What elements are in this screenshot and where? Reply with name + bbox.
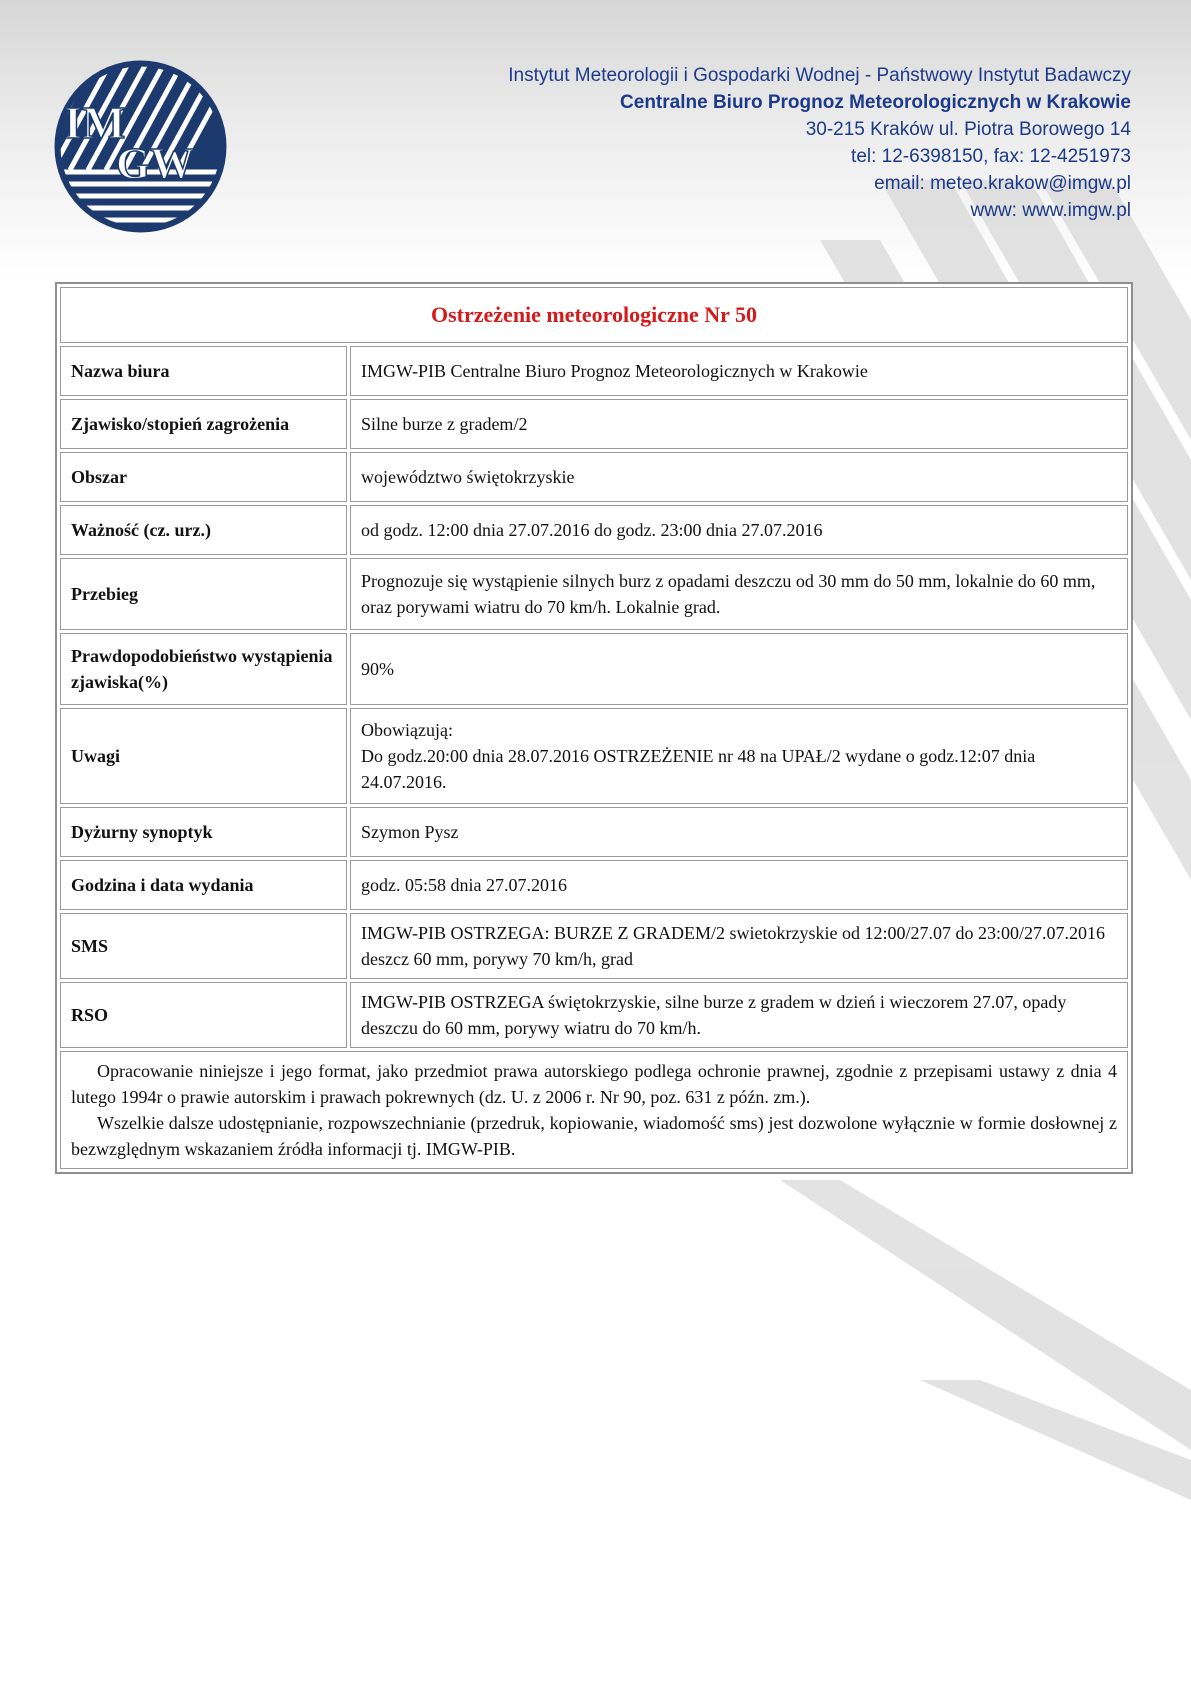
- row-label: RSO: [60, 982, 347, 1048]
- row-label: SMS: [60, 913, 347, 979]
- table-row: [60, 452, 1128, 502]
- distribution-paragraph: Wszelkie dalsze udostępnianie, rozpowszechnianie (przedruk, kopiowanie, wiadomość sms) jest dozwolone wyłącznie w formie dosłownej z bezwzględnym wskazaniem źródła informacji tj. IMGW-PIB.: [71, 1113, 1117, 1159]
- row-value: IMGW-PIB OSTRZEGA: BURZE Z GRADEM/2 swietokrzyskie od 12:00/27.07 do 23:00/27.07.2016 deszcz 60 mm, porywy 70 km/h, grad: [350, 913, 1128, 979]
- table-row: [60, 913, 1128, 979]
- footer-row: [60, 1051, 1128, 1169]
- imgw-logo: [54, 60, 227, 233]
- table-row: [60, 807, 1128, 857]
- row-value: godz. 05:58 dnia 27.07.2016: [350, 860, 1128, 910]
- row-value: IMGW-PIB Centralne Biuro Prognoz Meteorologicznych w Krakowie: [350, 346, 1128, 396]
- warning-title: Ostrzeżenie meteorologiczne Nr 50: [60, 287, 1128, 343]
- phone-fax: tel: 12-6398150, fax: 12-4251973: [851, 146, 1131, 167]
- row-label: Dyżurny synoptyk: [60, 807, 347, 857]
- row-label: Prawdopodobieństwo wystąpienia zjawiska(%): [60, 633, 347, 705]
- remarks-heading: Obowiązują:: [361, 720, 453, 740]
- row-label: Godzina i data wydania: [60, 860, 347, 910]
- table-row: [60, 399, 1128, 449]
- bureau-name: Centralne Biuro Prognoz Meteorologicznych w Krakowie: [620, 92, 1131, 113]
- row-label: Nazwa biura: [60, 346, 347, 396]
- warning-table: [55, 282, 1133, 1174]
- logo-gw-text: GW: [116, 139, 195, 188]
- logo-im-text: IM: [64, 97, 126, 148]
- row-label: Zjawisko/stopień zagrożenia: [60, 399, 347, 449]
- row-value: IMGW-PIB OSTRZEGA świętokrzyskie, silne burze z gradem w dzień i wieczorem 27.07, opady deszczu do 60 mm, porywy wiatru do 70 km/h.: [350, 982, 1128, 1048]
- row-label: Uwagi: [60, 708, 347, 804]
- table-row: [60, 708, 1128, 804]
- row-label: Ważność (cz. urz.): [60, 505, 347, 555]
- table-row: [60, 505, 1128, 555]
- table-row: [60, 558, 1128, 630]
- row-value: Prognozuje się wystąpienie silnych burz z opadami deszczu od 30 mm do 50 mm, lokalnie do 60 mm, oraz porywami wiatru do 70 km/h. Lokalnie grad.: [350, 558, 1128, 630]
- row-value: województwo świętokrzyskie: [350, 452, 1128, 502]
- copyright-paragraph: Opracowanie niniejsze i jego format, jako przedmiot prawa autorskiego podlega ochronie prawnej, zgodnie z przepisami ustawy z dnia 4 lutego 1994r o prawie autorskim i prawach pokrewnych (dz. U. z 2006 r. Nr 90, poz. 631 z późn. zm.).: [71, 1061, 1117, 1107]
- copyright-notice: [60, 1051, 1128, 1169]
- row-value: Szymon Pysz: [350, 807, 1128, 857]
- remarks-text: Do godz.20:00 dnia 28.07.2016 OSTRZEŻENIE nr 48 na UPAŁ/2 wydane o godz.12:07 dnia 24.07.2016.: [361, 746, 1036, 792]
- address: 30-215 Kraków ul. Piotra Borowego 14: [805, 119, 1131, 140]
- table-row: [60, 346, 1128, 396]
- row-label: Przebieg: [60, 558, 347, 630]
- row-value: od godz. 12:00 dnia 27.07.2016 do godz. 23:00 dnia 27.07.2016: [350, 505, 1128, 555]
- table-row: [60, 633, 1128, 705]
- institute-name: Instytut Meteorologii i Gospodarki Wodnej - Państwowy Instytut Badawczy: [508, 65, 1131, 86]
- row-value: [350, 708, 1128, 804]
- row-value: Silne burze z gradem/2: [350, 399, 1128, 449]
- table-row: [60, 982, 1128, 1048]
- institution-header: [508, 62, 1131, 224]
- website-link[interactable]: www: www.imgw.pl: [970, 200, 1131, 221]
- email-link[interactable]: email: meteo.krakow@imgw.pl: [874, 173, 1131, 194]
- row-label: Obszar: [60, 452, 347, 502]
- table-row: [60, 860, 1128, 910]
- title-row: [60, 287, 1128, 343]
- row-value: 90%: [350, 633, 1128, 705]
